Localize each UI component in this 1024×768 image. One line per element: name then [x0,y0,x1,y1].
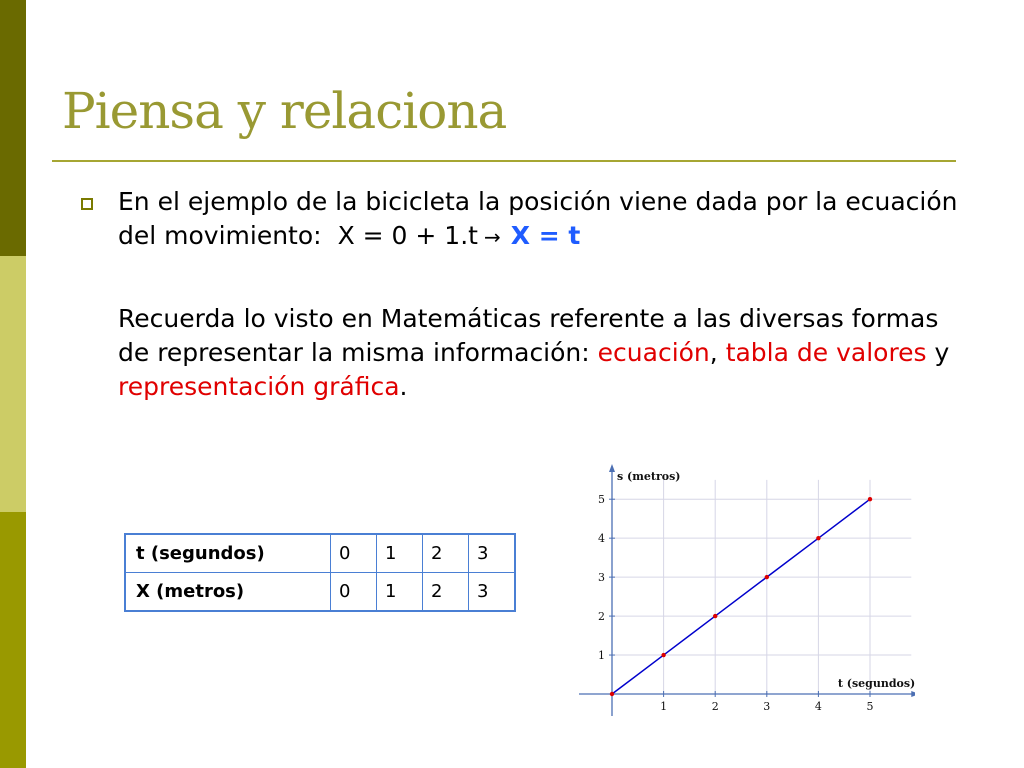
table-cell: 1 [377,534,423,573]
y-tick-label: 5 [598,493,605,507]
row-header-position: X (metros) [125,573,331,612]
x-tick-label: 5 [866,700,874,713]
separator-comma: , [709,338,718,367]
row-header-time: t (segundos) [125,534,331,573]
separator-y: y [934,338,950,367]
data-point [713,614,717,618]
equation-result: X = t [510,221,581,250]
sentence-end: . [399,372,408,401]
data-point [661,653,665,657]
table-row [125,573,515,612]
slide-title: Piensa y relaciona [62,82,507,140]
paragraph-equation [118,185,968,254]
y-tick-label: 1 [598,649,605,663]
representations-intro: Recuerda lo visto en Matemáticas referente a las diversas formas de representar la misma información: [118,304,939,367]
x-tick-label: 3 [763,700,771,713]
equation-text: X = 0 + 1.t [337,221,478,250]
sidebar-band-middle [0,256,26,512]
values-table [124,533,516,612]
series-line [612,499,870,694]
position-time-graph [575,460,915,720]
y-axis-label: s (metros) [617,470,681,483]
term-representacion-grafica: representación gráfica [118,372,400,401]
arrow-icon: → [483,225,501,249]
y-tick-label: 4 [598,532,605,546]
title-divider [52,160,956,162]
x-axis-label: t (segundos) [837,677,915,690]
table-cell: 2 [423,573,469,612]
data-point [610,692,614,696]
paragraph-representations [118,302,968,404]
sidebar-band-bottom [0,512,26,768]
term-tabla-de-valores: tabla de valores [725,338,927,367]
bullet-square-icon [81,198,93,210]
x-axis-arrow-icon [911,691,915,697]
x-tick-label: 1 [660,700,668,713]
y-axis-arrow-icon [609,464,615,472]
y-tick-label: 2 [598,610,605,624]
data-point [868,497,872,501]
equation-intro: En el ejemplo de la bicicleta la posición viene dada por la ecuación del movimiento: [118,187,958,250]
table-cell: 1 [377,573,423,612]
table-cell: 3 [469,534,516,573]
term-ecuacion: ecuación [597,338,710,367]
table-cell: 3 [469,573,516,612]
x-tick-label: 2 [711,700,719,713]
table-cell: 0 [331,534,377,573]
data-point [765,575,769,579]
y-tick-label: 3 [598,571,605,585]
table-cell: 0 [331,573,377,612]
data-point [816,536,820,540]
bullet-content [118,185,968,404]
sidebar-band-top [0,0,26,256]
table-cell: 2 [423,534,469,573]
x-tick-label: 4 [814,700,822,713]
table-row [125,534,515,573]
